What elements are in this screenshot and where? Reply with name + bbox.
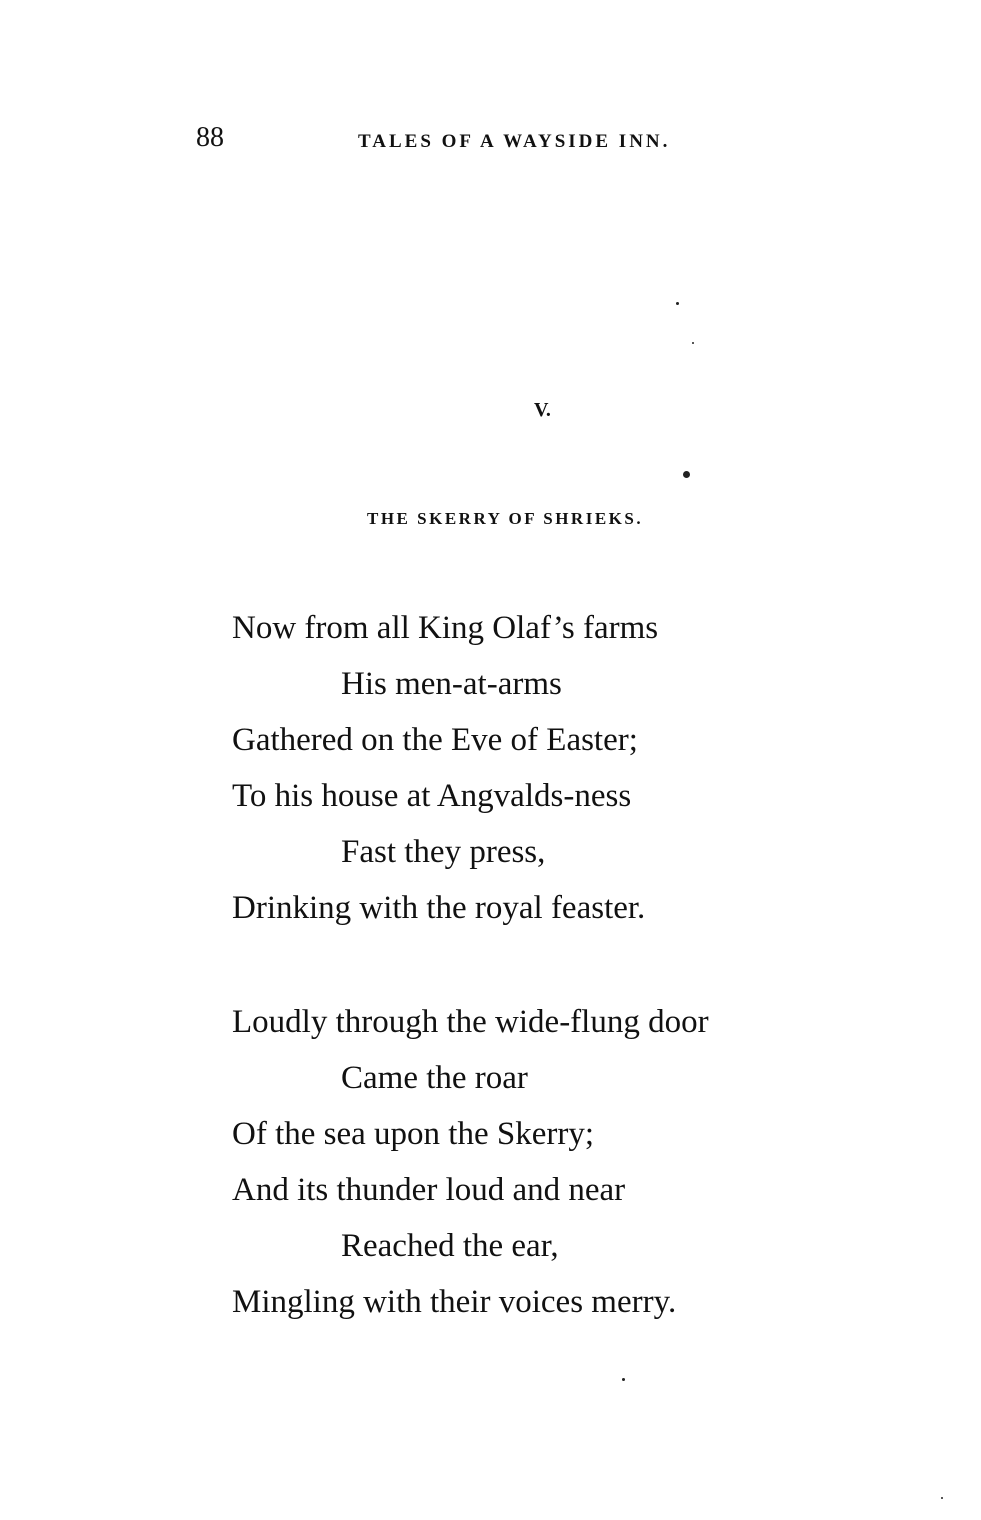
section-number: V. (534, 399, 551, 421)
stanza-1 (232, 600, 658, 936)
running-title: TALES OF A WAYSIDE INN. (358, 131, 671, 152)
print-speck (692, 342, 694, 344)
poem-line: Came the roar (341, 1060, 528, 1096)
print-speck (622, 1378, 625, 1381)
page-number: 88 (196, 122, 224, 153)
print-speck (941, 1497, 943, 1499)
poem-line: Mingling with their voices merry. (232, 1284, 677, 1320)
poem-line: Reached the ear, (341, 1228, 559, 1264)
section-title: THE SKERRY OF SHRIEKS. (367, 509, 644, 528)
poem-line: His men-at-arms (341, 666, 562, 702)
poem-line: And its thunder loud and near (232, 1172, 626, 1208)
poem-line: Loudly through the wide-flung door (232, 1004, 709, 1040)
print-speck (676, 302, 679, 305)
poem-line: Now from all King Olaf’s farms (232, 610, 659, 646)
poem-line: Fast they press, (341, 834, 546, 870)
poem-line: Drinking with the royal feaster. (232, 890, 646, 926)
poem-line: Gathered on the Eve of Easter; (232, 722, 638, 758)
stanza-2 (232, 994, 709, 1330)
print-speck (683, 471, 690, 478)
poem-line: To his house at Angvalds-ness (232, 778, 632, 814)
poem-line: Of the sea upon the Skerry; (232, 1116, 594, 1152)
